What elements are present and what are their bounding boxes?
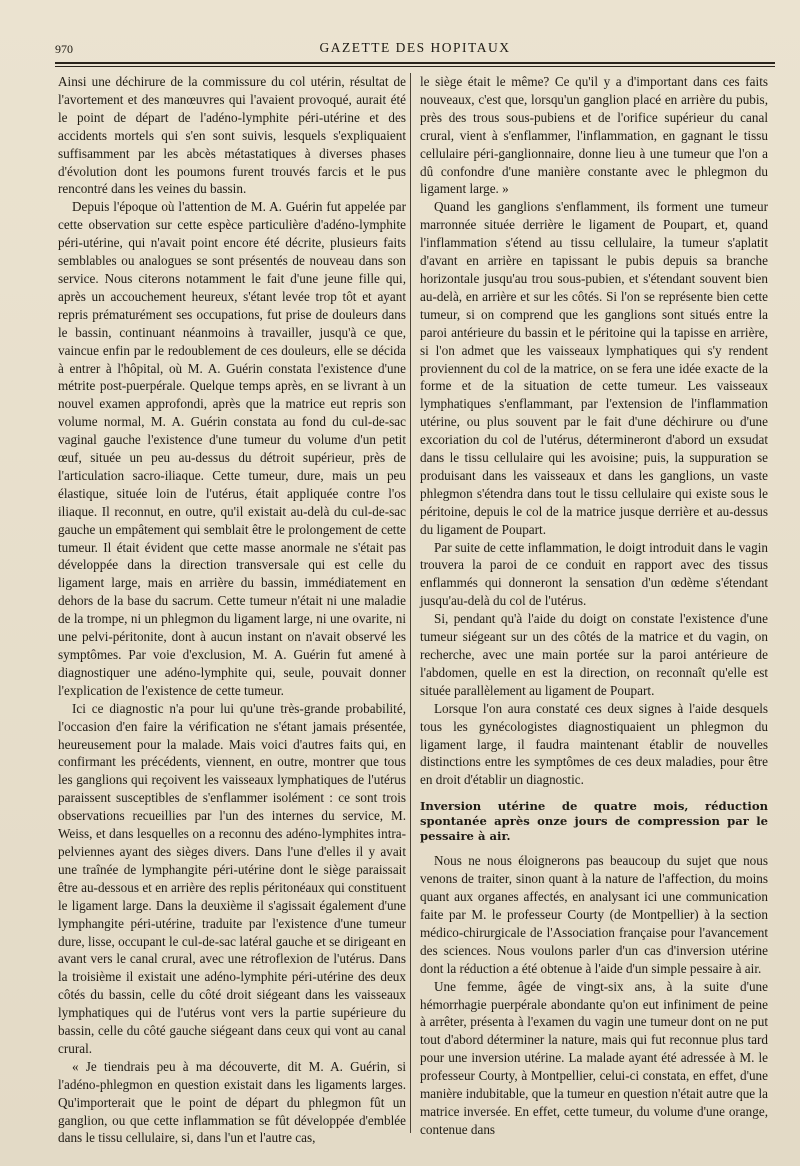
paragraph: Quand les ganglions s'enflamment, ils forment une tumeur marronnée située derrière le ligament de Poupart, et, quand l'inflammation s'étend au tissu cellulaire, la tumeur s'aplatit d'avant en arrière en tapissant le pubis depuis sa branche horizontale jusqu'au trou sous-pubien, et s'étendant souvent bien au-delà, en arrière et sur les côtés. Si l'on se représente bien cette tumeur, si on comprend que les ganglions sont situés entre la paroi antérieure du bassin et le péritoine qui la tapisse en arrière, si l'on admet que les vaisseaux lymphatiques qui s'y rendent proviennent du col de la matrice, on se fera une idée exacte de la forme et de la situation de cette tumeur. Les vaisseaux lymphatiques s'enflammant, par l'extension de l'inflammation utérine, ou plus souvent par le fait d'une déchirure ou d'une excoriation du col de l'utérus, détermineront d'abord un exsudat dans le tissu cellulaire qui les avoisine; puis, la suppuration se produisant dans les vaisseaux et dans les ganglions, un vaste phlegmon s'étendra dans tout le tissu cellulaire qui existe sous le péritoine, depuis le col de la matrice jusque derrière et au-dessus du ligament de Poupart.	[420, 199, 768, 537]
column-divider	[410, 73, 411, 1133]
running-title: GAZETTE DES HOPITAUX	[319, 40, 511, 55]
paragraph: Ainsi une déchirure de la commissure du col utérin, résultat de l'avortement et des manœuvres qui l'avaient provoqué, aurait été le point de départ de l'adéno-lymphite péri-utérine et des accidents mortels qui s'en sont suivis, lesquels s'expliquaient suffisamment par les abcès métastatiques à diverses phases d'évolution dont les poumons furent trouvés farcis et le pus rencontré dans les veines du bassin.	[58, 74, 406, 197]
page-number: 970	[55, 42, 73, 56]
paragraph: Depuis l'époque où l'attention de M. A. Guérin fut appelée par cette observation sur cette espèce particulière d'adéno-lymphite péri-utérine, qui n'avait point encore été décrite, plusieurs faits semblables ou analogues se sont présentés de nouveau dans son service. Nous citerons notamment le fait d'une jeune fille qui, après un accouchement heureux, s'étant levée trop tôt et ayant repris prématurément ses occupations, fut prise de douleurs dans le bassin, continuant néanmoins à travailler, jusqu'à ce que, vaincue enfin par le redoublement de ces douleurs, elle se décida à entrer à l'hôpital, où M. A. Guérin constata l'existence d'une métrite post-puerpérale. Quelque temps après, en se livrant à un nouvel examen approfondi, après que la matrice eut repris son volume normal, M. A. Guérin constata au fond du cul-de-sac vaginal gauche l'existence d'une tumeur du volume d'un petit œuf, située un peu au-dessus du détroit supérieur, près de l'articulation sacro-iliaque. Cette tumeur, dure, mais un peu élastique, située loin de l'utérus, était appliquée contre l'os iliaque. Il reconnut, en outre, qu'il existait au-delà du cul-de-sac gauche un empâtement qui semblait être le prolongement de cette tumeur. Il était évident que cette masse anormale ne s'était pas développée dans la direction transversale qui est celle du ligament large, mais en arrière du bassin, immédiatement en dehors de la base du sacrum. Cette tumeur n'était ni une maladie de la trompe, ni un phlegmon du ligament large, ni une ovarite, ni une pelvi-péritonite, dont à aucun instant on n'avait observé les symptômes. Par voie d'exclusion, M. A. Guérin fut amené à diagnostiquer une adéno-lymphite qui, seule, pouvait donner l'explication de l'existence de cette tumeur.	[58, 199, 406, 698]
left-column	[58, 73, 406, 1147]
paragraph: Si, pendant qu'à l'aide du doigt on constate l'existence d'une tumeur siégeant sur un des côtés de la matrice et du vagin, on recherche, avec une main portée sur la paroi antérieure de l'abdomen, quelle en est la direction, on reconnaît qu'elle est située parallèlement au ligament de Poupart.	[420, 611, 768, 698]
section-title: Inversion utérine de quatre mois, réduction spontanée après onze jours de compression par le pessaire à air.	[420, 799, 768, 844]
header-rule	[55, 62, 775, 64]
paragraph: Lorsque l'on aura constaté ces deux signes à l'aide desquels tous les gynécologistes diagnostiquaient un phlegmon du ligament large, il faudra maintenant établir de nouvelles distinctions entre les symptômes de ces deux maladies, pour être en droit d'établir un diagnostic.	[420, 700, 768, 788]
right-column	[420, 73, 768, 1139]
paragraph: « Je tiendrais peu à ma découverte, dit M. A. Guérin, si l'adéno-phlegmon en question existait dans les ligaments larges. Qu'importerait que le point de départ du phlegmon fût un ganglion, ou que cette inflammation se fût développée d'emblée dans le tissu cellulaire, si, dans l'un et l'autre cas,	[58, 1058, 406, 1146]
paragraph: Une femme, âgée de vingt-six ans, à la suite d'une hémorrhagie puerpérale abondante qu'on eut infiniment de peine à arrêter, présenta à l'examen du vagin une tumeur dont on ne put tout d'abord déterminer la nature, mais qui fut reconnue plus tard pour une inversion utérine. La malade ayant été adressée à M. le professeur Courty, à Montpellier, celui-ci constata, en effet, d'une manière indubitable, que la tumeur en question n'était autre que la matrice inversée. En effet, cette tumeur, du volume d'une orange, contenue dans	[420, 978, 768, 1137]
paragraph: le siège était le même? Ce qu'il y a d'important dans ces faits nouveaux, c'est que, lorsqu'un ganglion placé en arrière du pubis, près des trous sous-pubiens et de l'orifice supérieur du canal crural, vient à s'enflammer, l'inflammation, en gagnant le tissu cellulaire péri-ganglionnaire, donne lieu à une tumeur que l'on a dû confondre d'une manière constante avec le phlegmon du ligament large. »	[420, 74, 768, 197]
paragraph: Ici ce diagnostic n'a pour lui qu'une très-grande probabilité, l'occasion d'en faire la vérification ne s'étant jamais présentée, heureusement pour la malade. Mais voici d'autres faits qui, en confirmant les précédents, viennent, en outre, montrer que tous les ganglions qui reçoivent les vaisseaux lymphatiques de l'utérus paraissent susceptibles de s'enflammer isolément : ce sont trois observations recueillies par l'un des internes du service, M. Weiss, et dans lesquelles on a reconnu des adéno-lymphites intra-pelviennes ayant des sièges divers. Dans l'une d'elles il y avait une traînée de lymphangite péri-utérine dont le siège paraissait être au-dessous et en arrière des replis péritonéaux qui constituent le ligament large. Dans la deuxième il s'agissait également d'une lymphangite péri-utérine, traduite par l'existence d'une tumeur dure, lisse, occupant le cul-de-sac latéral gauche et se dirigeant en avant vers le canal crural, avec une rétroflexion de l'utérus. Dans la troisième il existait une adéno-lymphite péri-utérine des deux côtés du bassin, celle du côté droit siégeant dans les vaisseaux lymphatiques qui de l'utérus vont vers la partie supérieure du bassin, celle du côté gauche siégeant dans ceux qui vont au canal crural.	[58, 700, 406, 1056]
page-header	[55, 40, 775, 62]
header-rule-thin	[55, 66, 775, 67]
paragraph: Nous ne nous éloignerons pas beaucoup du sujet que nous venons de traiter, sinon quant à la nature de l'affection, du moins quant aux organes affectés, en analysant ici une communication faite par M. le professeur Courty (de Montpellier) à la section médico-chirurgicale de l'Association française pour l'avancement des sciences. Nous voulons parler d'un cas d'inversion utérine dont la réduction a été obtenue à l'aide d'un simple pessaire à air.	[420, 853, 768, 976]
paragraph: Par suite de cette inflammation, le doigt introduit dans le vagin trouvera la paroi de ce conduit en rapport avec des tissus enflammés qui donneront la sensation d'un œdème s'étendant jusqu'au-delà du col de l'utérus.	[420, 539, 768, 609]
